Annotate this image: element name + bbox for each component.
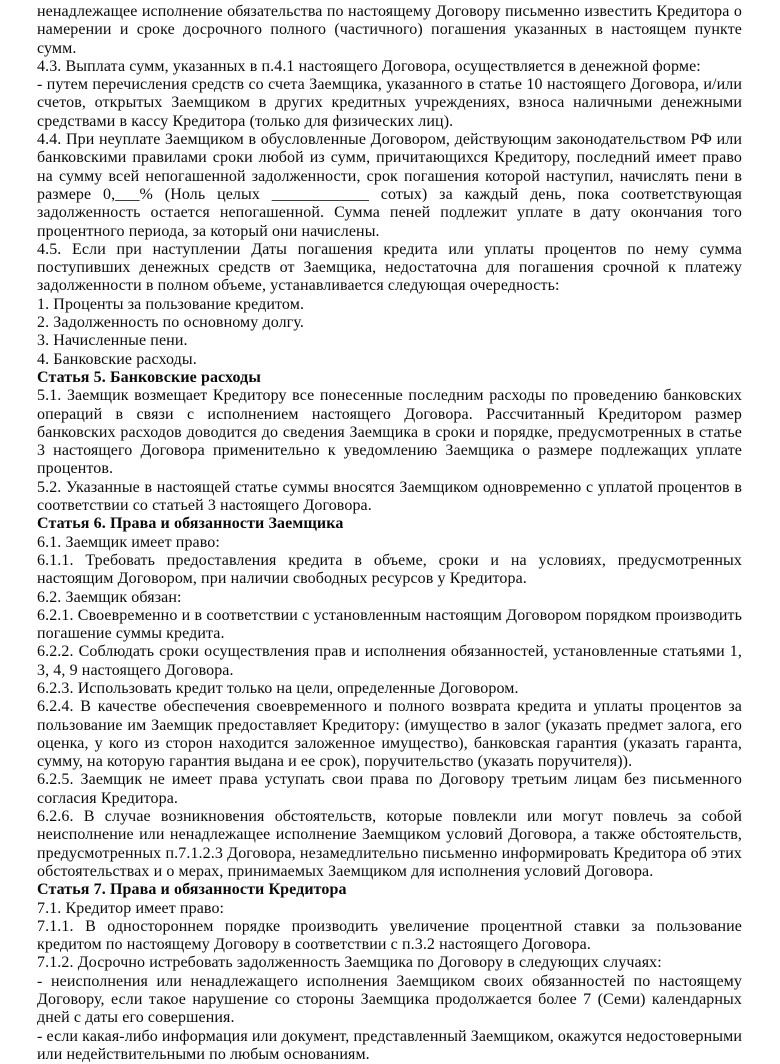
paragraph: 6.2.5. Заемщик не имеет права уступать свои права по Договору третьим лицам без письменного согласия Кредитора. <box>37 771 742 807</box>
paragraph: 6.2.3. Использовать кредит только на цели, определенные Договором. <box>37 679 519 697</box>
paragraph: 6.2. Заемщик обязан: <box>37 588 182 606</box>
section-heading: Статья 6. Права и обязанности Заемщика <box>37 515 344 533</box>
paragraph: 5.1. Заемщик возмещает Кредитору все понесенные последним расходы по проведению банковских операций в связи с исполнением настоящего Договора. Рассчитанный Кредитором размер банковских расходов доводится до сведения Заемщика в сроки и порядке, предусмотренных в статье 3 настоящего Договора применительно к уведомлению Заемщика о размере подлежащих уплате процентов. <box>37 387 742 478</box>
paragraph: 4. Банковские расходы. <box>37 350 197 368</box>
section-heading: Статья 7. Права и обязанности Кредитора <box>37 881 347 899</box>
paragraph: - если какая-либо информация или документ, представленный Заемщиком, окажутся недостоверными или недействительными по любым основаниям. <box>37 1027 742 1063</box>
paragraph: 6.2.6. В случае возникновения обстоятельств, которые повлекли или могут повлечь за собой неисполнение или ненадлежащее исполнение Заемщиком условий Договора, а также обстоятельств, предусмотренных п.7.1.2.3 Договора, незамедлительно письменно информировать Кредитора об этих обстоятельствах и о мерах, принимаемых Заемщиком для исполнения условий Договора. <box>37 808 742 880</box>
paragraph: - путем перечисления средств со счета Заемщика, указанного в статье 10 настоящего Договора, и/или счетов, открытых Заемщиком в других кредитных учреждениях, взноса наличными денежными средствами в кассу Кредитора (только для физических лиц). <box>37 76 742 130</box>
section-heading: Статья 5. Банковские расходы <box>37 368 261 386</box>
paragraph: 4.5. Если при наступлении Даты погашения кредита или уплаты процентов по нему сумма поступивших денежных средств от Заемщика, недостаточна для погашения срочной к платежу задолженности в полном объеме, устанавливается следующая очередность: <box>37 240 742 295</box>
paragraph: 7.1.2. Досрочно истребовать задолженность Заемщика по Договору в следующих случаях: <box>37 954 662 972</box>
paragraph: ненадлежащее исполнение обязательства по настоящему Договору письменно известить Кредитора о намерении и сроке досрочного полного (частичного) погашения указанных в настоящем пункте сумм. <box>37 3 742 57</box>
paragraph: 6.2.1. Своевременно и в соответствии с установленным настоящим Договором порядком производить погашение суммы кредита. <box>37 606 742 643</box>
paragraph: 4.3. Выплата сумм, указанных в п.4.1 настоящего Договора, осуществляется в денежной форме: <box>37 57 701 75</box>
paragraph: 6.1. Заемщик имеет право: <box>37 533 220 551</box>
paragraph: 7.1. Кредитор имеет право: <box>37 899 225 917</box>
paragraph: 1. Проценты за пользование кредитом. <box>37 295 305 313</box>
paragraph: 6.1.1. Требовать предоставления кредита в объеме, сроки и на условиях, предусмотренных настоящим Договором, при наличии свободных ресурсов у Кредитора. <box>37 551 742 588</box>
paragraph: 6.2.4. В качестве обеспечения своевременного и полного возврата кредита и уплаты процентов за пользование им Заемщик предоставляет Кредитору: (имущество в залог (указать предмет залога, его оценка, у кого из сторон находится заложенное имущество), банковская гарантия (указать гаранта, сумму, на которую гарантия выдана и ее срок), поручительство (указать поручителя)). <box>37 698 742 771</box>
paragraph: 6.2.2. Соблюдать сроки осуществления прав и исполнения обязанностей, установленные статьями 1, 3, 4, 9 настоящего Договора. <box>37 643 742 679</box>
paragraph: - неисполнения или ненадлежащего исполнения Заемщиком своих обязанностей по настоящему Договору, если такое нарушение со стороны Заемщика продолжается более 7 (Семи) календарных дней с даты его совершения. <box>37 972 742 1027</box>
paragraph: 3. Начисленные пени. <box>37 332 188 350</box>
paragraph: 2. Задолженность по основному долгу. <box>37 314 304 332</box>
paragraph: 5.2. Указанные в настоящей статье суммы вносятся Заемщиком одновременно с уплатой процентов в соответствии со статьей 3 настоящего Договора. <box>37 478 742 515</box>
paragraph: 4.4. При неуплате Заемщиком в обусловленные Договором, действующим законодательством РФ или банковскими правилами сроки любой из сумм, причитающихся Кредитору, последний имеет право на сумму всей непогашенной задолженности, срок погашения которой наступил, начислять пени в размере 0,___% (Ноль целых ____________ сотых) за каждый день, пока соответствующая задолженность остается непогашенной. Сумма пеней подлежит уплате в дату окончания того процентного периода, за который они начислены. <box>37 131 742 240</box>
paragraph: 7.1.1. В одностороннем порядке производить увеличение процентной ставки за пользование кредитом по настоящему Договору в соответствии с п.3.2 настоящего Договора. <box>37 917 742 954</box>
